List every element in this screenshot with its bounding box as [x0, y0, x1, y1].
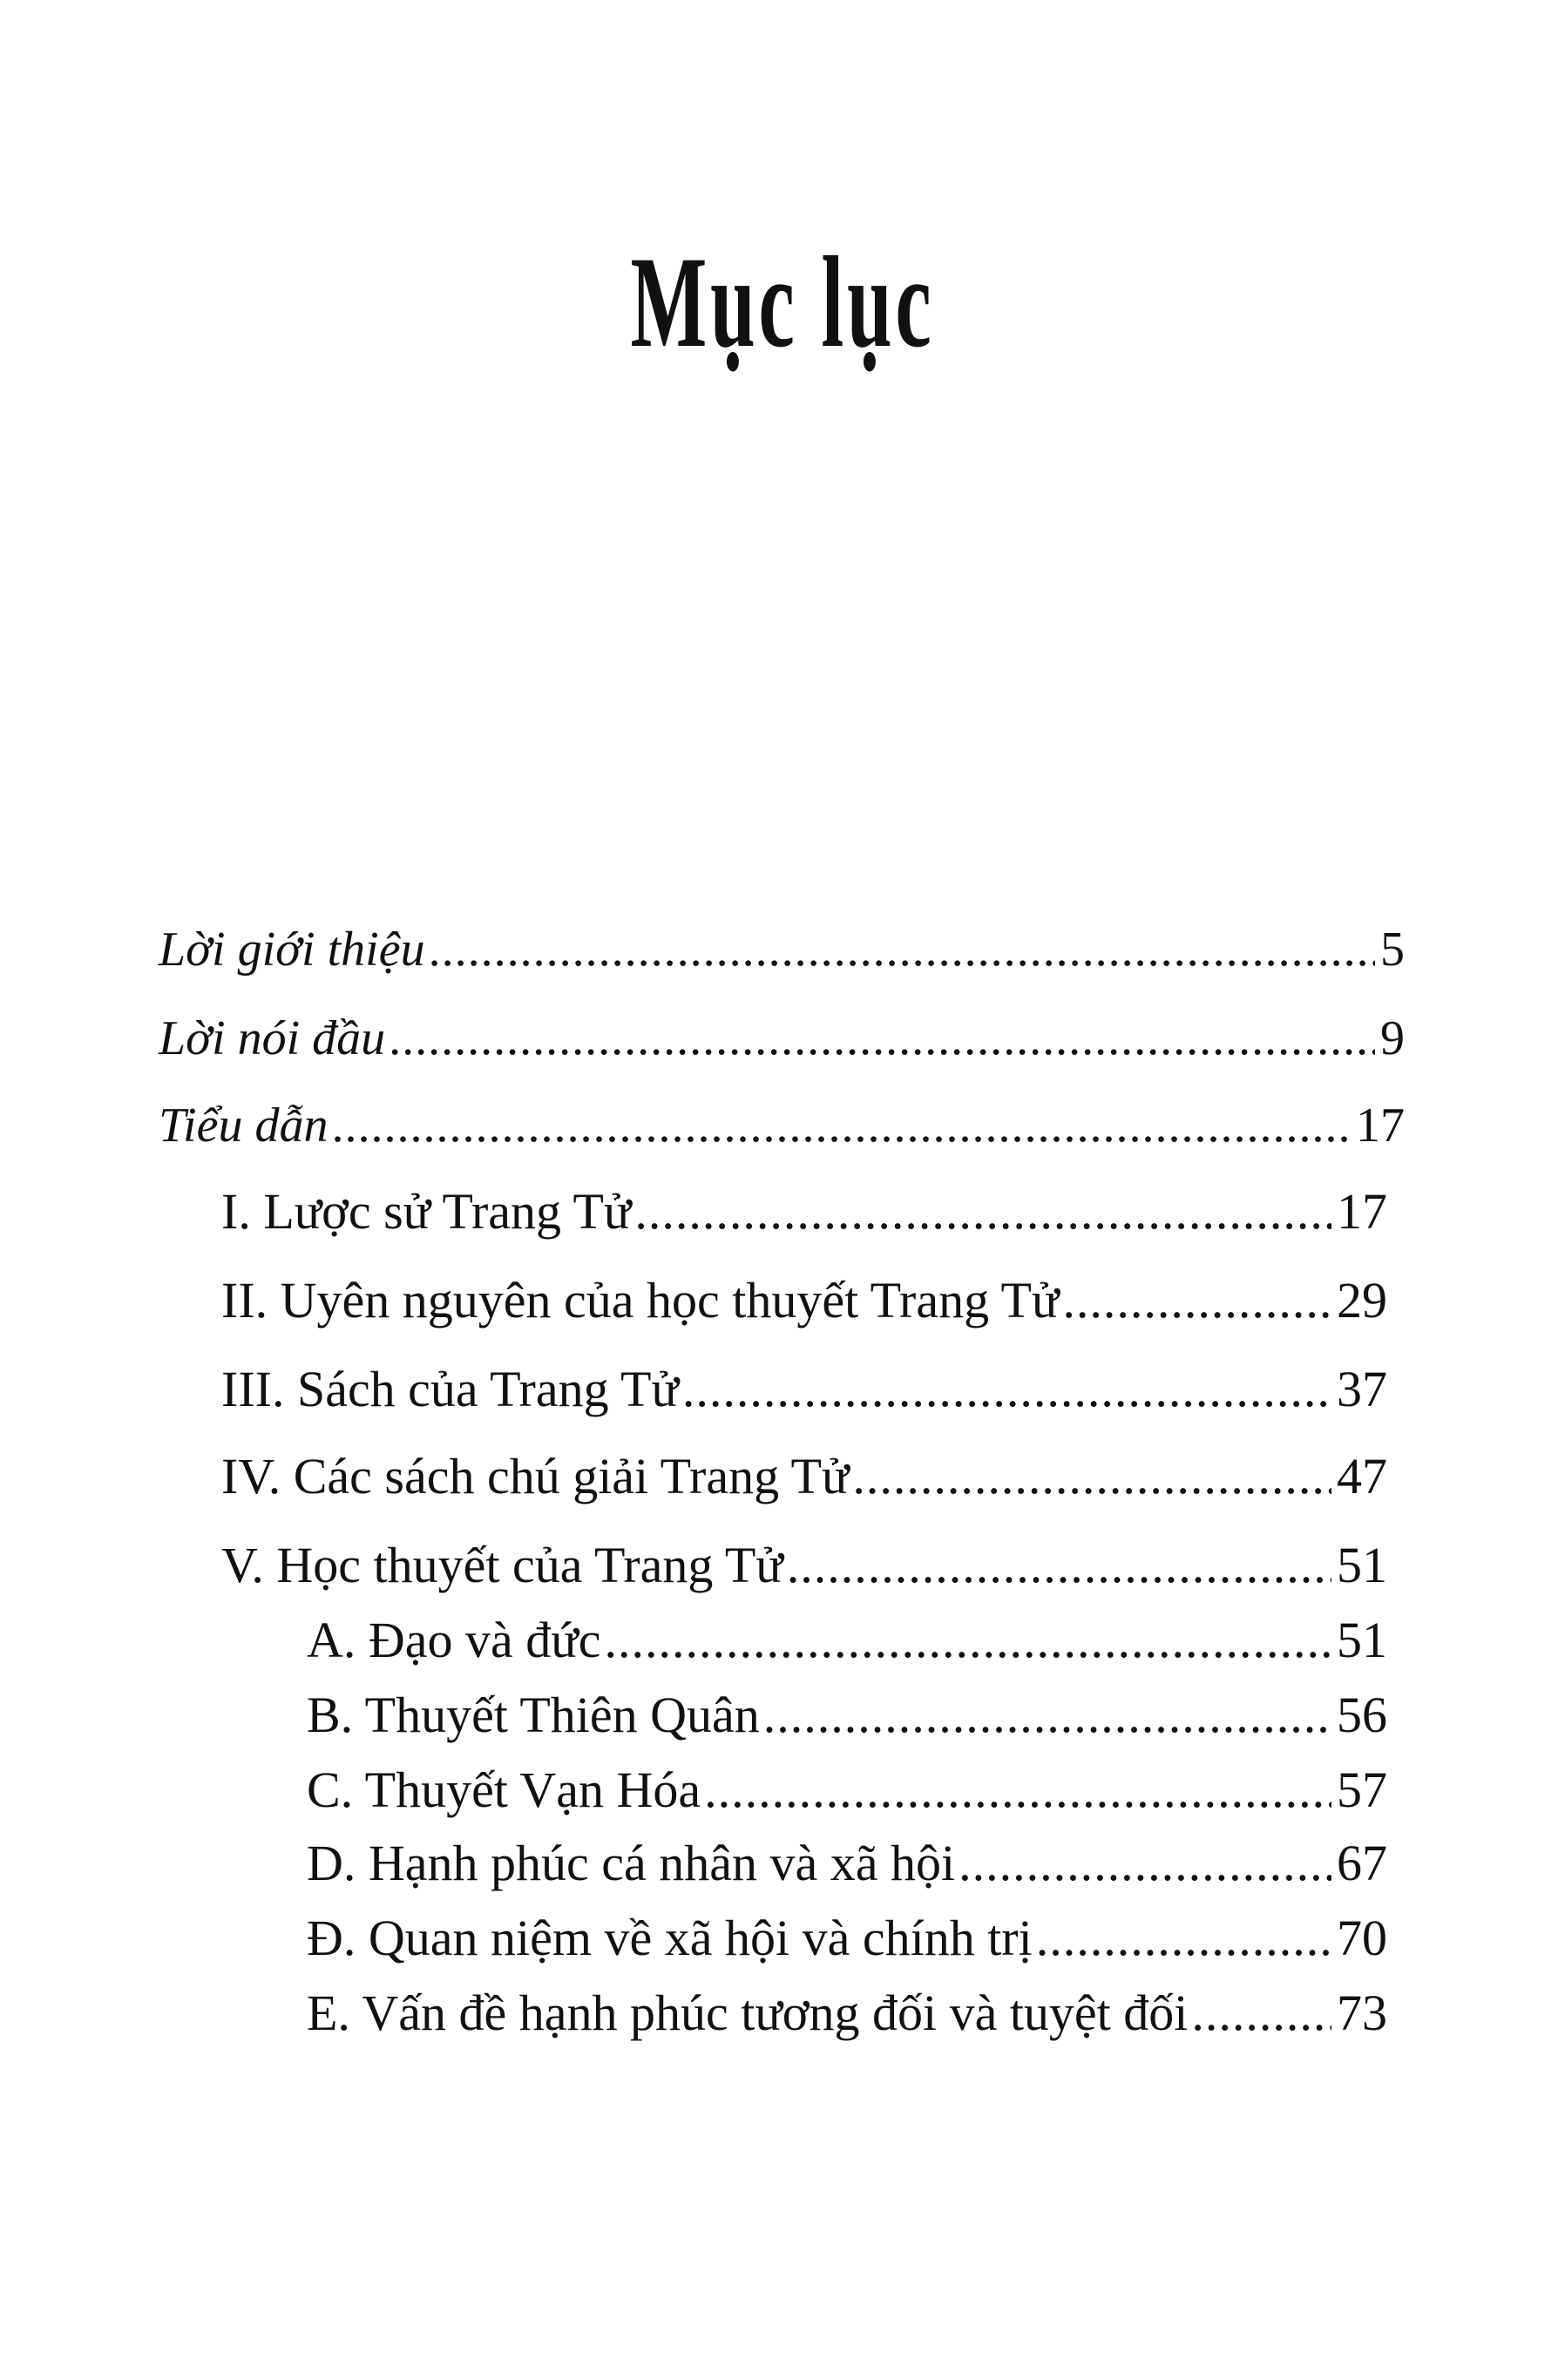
toc-entry-page: 57: [1337, 1761, 1387, 1818]
dot-leader: [959, 1835, 1331, 1893]
toc-entry[interactable]: [221, 1183, 1387, 1241]
toc-entry[interactable]: [307, 1687, 1387, 1745]
toc-entry[interactable]: [307, 1612, 1387, 1670]
dot-leader: [852, 1448, 1331, 1506]
dot-leader: [763, 1687, 1331, 1745]
toc-entry-page: 47: [1337, 1448, 1387, 1504]
toc-entry-label: III. Sách của Trang Tử: [221, 1361, 679, 1417]
toc-entry-page: 51: [1337, 1612, 1387, 1668]
toc-entry[interactable]: [221, 1272, 1387, 1330]
toc-entry-label: C. Thuyết Vạn Hóa: [307, 1761, 701, 1818]
toc-entry[interactable]: [307, 1984, 1387, 2043]
toc-entry[interactable]: [159, 922, 1405, 977]
toc-entry-page: 67: [1337, 1835, 1387, 1891]
toc-entry-label: A. Đạo và đức: [307, 1612, 601, 1668]
toc-entry-page: 37: [1337, 1361, 1387, 1417]
toc-entry[interactable]: [221, 1361, 1387, 1419]
toc-entry[interactable]: [307, 1910, 1387, 1968]
toc-entry-label: II. Uyên nguyên của học thuyết Trang Tử: [221, 1272, 1060, 1329]
page-title: Mục lục: [630, 230, 935, 375]
toc-entry-page: 70: [1337, 1910, 1387, 1966]
dot-leader: [1191, 1984, 1331, 2043]
toc-entry-page: 9: [1380, 1011, 1405, 1065]
dot-leader: [331, 1098, 1351, 1153]
dot-leader: [682, 1361, 1331, 1419]
toc-entry-page: 17: [1356, 1099, 1405, 1153]
toc-entry-label: B. Thuyết Thiên Quân: [307, 1687, 760, 1743]
toc-entry-page: 73: [1337, 1984, 1387, 2041]
dot-leader: [1062, 1272, 1331, 1330]
toc-entry-label: I. Lược sử Trang Tử: [221, 1183, 632, 1240]
toc-entry[interactable]: [221, 1537, 1387, 1595]
toc-entry-page: 56: [1337, 1687, 1387, 1743]
toc-entry-label: Lời giới thiệu: [159, 923, 425, 977]
toc-entry-label: D. Hạnh phúc cá nhân và xã hội: [307, 1835, 956, 1891]
dot-leader: [429, 922, 1375, 977]
dot-leader: [604, 1612, 1331, 1670]
toc-entry-label: V. Học thuyết của Trang Tử: [221, 1537, 783, 1593]
toc-entry[interactable]: [307, 1761, 1387, 1820]
dot-leader: [704, 1761, 1331, 1820]
dot-leader: [389, 1011, 1375, 1066]
toc-entry-label: Đ. Quan niệm về xã hội và chính trị: [307, 1910, 1033, 1966]
toc-entry-label: IV. Các sách chú giải Trang Tử: [221, 1448, 850, 1504]
toc-entry-label: Tiểu dẫn: [159, 1099, 329, 1153]
toc-entry-page: 5: [1380, 923, 1405, 977]
toc-entry[interactable]: [221, 1448, 1387, 1506]
dot-leader: [787, 1537, 1331, 1595]
toc-entry[interactable]: [307, 1835, 1387, 1893]
toc-entry[interactable]: [159, 1011, 1405, 1066]
toc-entry-page: 51: [1337, 1537, 1387, 1593]
dot-leader: [634, 1183, 1331, 1241]
dot-leader: [1036, 1910, 1331, 1968]
toc-entry-label: E. Vấn đề hạnh phúc tương đối và tuyệt đối: [307, 1984, 1189, 2041]
toc-entry-page: 29: [1337, 1272, 1387, 1329]
toc-entry-page: 17: [1337, 1183, 1387, 1240]
toc-entry-label: Lời nói đầu: [159, 1011, 386, 1065]
toc-entry[interactable]: [159, 1098, 1405, 1153]
